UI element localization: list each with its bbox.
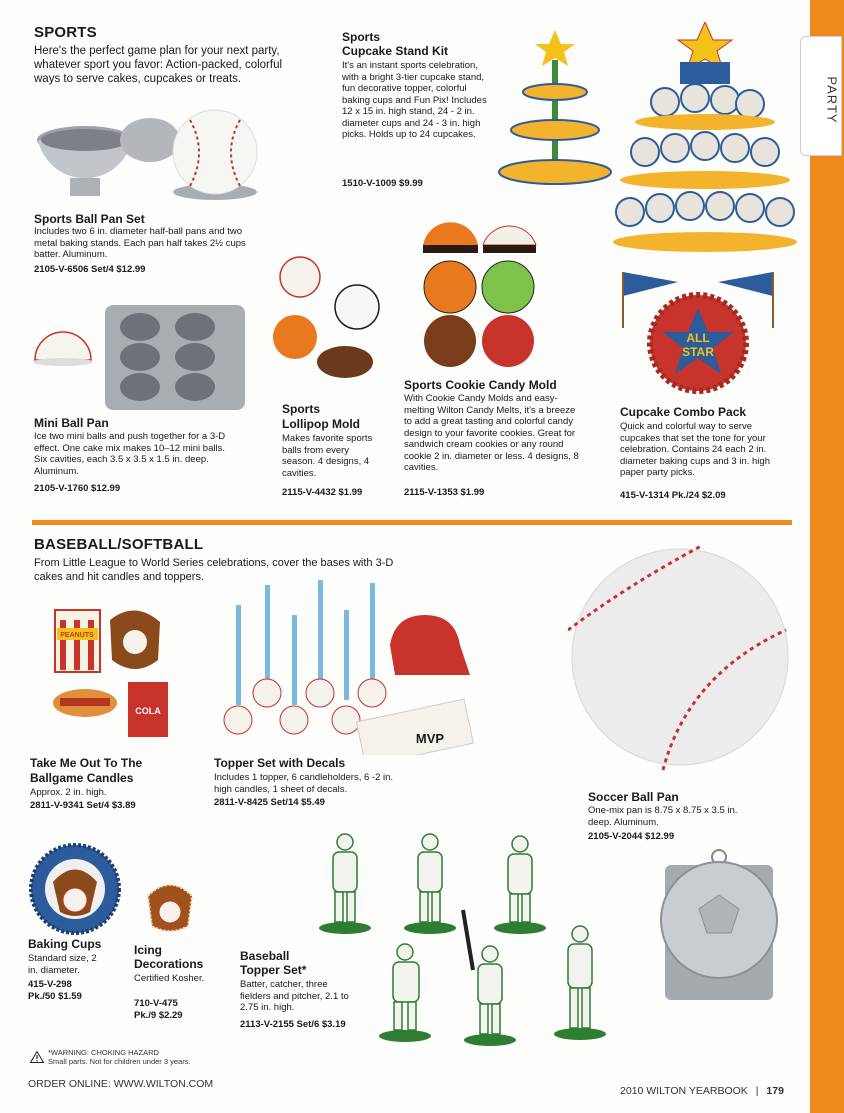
mini-ball-pan-title: Mini Ball Pan xyxy=(34,416,109,430)
baking-cups-image xyxy=(28,842,123,937)
candles-image xyxy=(50,600,200,745)
baseball-topper-title-1: Baseball xyxy=(240,949,290,963)
soccer-pan-sku: 2105-V-2044 $12.99 xyxy=(588,831,675,842)
combo-pack-desc: Quick and colorful way to serve cupcakes that set the tone for your celebration. Contains 24 each 2 in. diameter baking cups and 3 in. high paper party picks. xyxy=(620,421,770,478)
footer-page-info: 2010 WILTON YEARBOOK | 179 xyxy=(620,1085,784,1097)
section-tab-label: PARTY xyxy=(824,76,840,124)
cupcake-stand-desc: It's an instant sports celebration, with a bright 3-tier cupcake stand, fun decorative topper, colorful baking cups and Fun Pix! Includes 12 x 15 in. high stand, 24 - 2 in. diameter cups and 24 - 3 in. high picks. Holds up to 24 cupcakes. xyxy=(342,60,487,140)
topper-decals-sku: 2811-V-8425 Set/14 $5.49 xyxy=(214,797,325,808)
combo-pack-sku: 415-V-1314 Pk./24 $2.09 xyxy=(620,490,726,501)
baseball-heading: BASEBALL/SOFTBALL xyxy=(34,536,204,553)
candles-sku: 2811-V-9341 Set/4 $3.89 xyxy=(30,800,136,811)
lollipop-mold-title-2: Lollipop Mold xyxy=(282,417,360,431)
icing-title-1: Icing xyxy=(134,943,163,957)
cupcake-stand-title-1: Sports xyxy=(342,30,381,44)
baseball-topper-title-2: Topper Set* xyxy=(240,963,307,977)
mvp-decal: MVP xyxy=(415,731,445,746)
candles-title-1: Take Me Out To The xyxy=(30,756,143,770)
icing-sku-1: 710-V-475 xyxy=(134,998,178,1009)
warning-triangle-icon xyxy=(30,1051,44,1063)
soccer-pan-title: Soccer Ball Pan xyxy=(588,790,679,804)
all-star-text-1: ALL xyxy=(686,331,710,345)
warning-line-1: *WARNING: CHOKING HAZARD xyxy=(48,1048,159,1057)
footer-order-online[interactable]: ORDER ONLINE: WWW.WILTON.COM xyxy=(28,1078,214,1090)
topper-decals-image xyxy=(220,575,480,755)
cookie-mold-desc: With Cookie Candy Molds and easy-melting Wilton Candy Melts, it's a breeze to add a great tasting and colorful candy design to your favorite cookies. Great for sandwich cream cookies or any round cookie 2 in. diameter or less. 4 designs, 8 cavities. xyxy=(404,393,579,473)
icing-desc: Certified Kosher. xyxy=(134,973,205,984)
lollipop-mold-title-1: Sports xyxy=(282,402,321,416)
page-number: 179 xyxy=(766,1085,784,1097)
baking-cups-sku-2: Pk./50 $1.59 xyxy=(28,991,82,1002)
baking-cups-desc: Standard size, 2 in. diameter. xyxy=(28,953,97,976)
icing-title-2: Decorations xyxy=(134,957,204,971)
cookie-mold-title: Sports Cookie Candy Mold xyxy=(404,378,557,392)
sports-intro: Here's the perfect game plan for your next party, whatever sport you favor: Action-packed, colorful ways to serve cakes, cupcakes or treats. xyxy=(34,45,283,85)
baseball-cake-image xyxy=(568,545,793,775)
all-star-text-2: STAR xyxy=(682,345,714,359)
baseball-topper-sku: 2113-V-2155 Set/6 $3.19 xyxy=(240,1019,346,1030)
sports-heading: SPORTS xyxy=(34,24,97,41)
cupcake-stand-sku: 1510-V-1009 $9.99 xyxy=(342,178,423,189)
ball-pan-set-title: Sports Ball Pan Set xyxy=(34,212,145,226)
peanuts-label: PEANUTS xyxy=(60,632,94,639)
mini-ball-pan-sku: 2105-V-1760 $12.99 xyxy=(34,483,121,494)
mini-ball-pan-image xyxy=(30,305,250,415)
baseball-intro: From Little League to World Series celebrations, cover the bases with 3-D cakes and hit candles and toppers. xyxy=(34,557,394,583)
section-divider xyxy=(32,520,792,525)
lollipop-mold-image xyxy=(265,255,390,390)
topper-decals-title: Topper Set with Decals xyxy=(214,756,346,770)
candles-desc: Approx. 2 in. high. xyxy=(30,787,107,798)
cupcake-stand-image xyxy=(495,30,615,195)
footer-yearbook: 2010 WILTON YEARBOOK xyxy=(620,1085,748,1097)
icing-decorations-image xyxy=(140,876,200,936)
combo-pack-image xyxy=(618,268,778,398)
ball-pan-set-image xyxy=(30,100,260,210)
cupcake-stand-title-2: Cupcake Stand Kit xyxy=(342,44,449,58)
baking-cups-sku-1: 415-V-298 xyxy=(28,979,72,990)
soccer-pan-desc: One-mix pan is 8.75 x 8.75 x 3.5 in. deep. Aluminum. xyxy=(588,805,738,828)
mini-ball-pan-desc: Ice two mini balls and push together for a 3-D effect. One cake mix makes 10–12 mini balls. Six cavities, each 3.5 x 3.5 x 1.5 in. deep. Aluminum. xyxy=(34,431,226,477)
ball-pan-set-desc: Includes two 6 in. diameter half-ball pans and two metal baking stands. Each pan half takes 2½ cups batter. Aluminum. xyxy=(34,226,246,260)
cookie-mold-sku: 2115-V-1353 $1.99 xyxy=(404,487,485,498)
warning-line-2: Small parts. Not for children under 3 years. xyxy=(48,1057,191,1066)
cola-label: COLA xyxy=(135,706,161,716)
ball-pan-set-sku: 2105-V-6506 Set/4 $12.99 xyxy=(34,264,146,275)
lollipop-mold-sku: 2115-V-4432 $1.99 xyxy=(282,487,363,498)
choking-warning xyxy=(30,1048,191,1066)
lollipop-mold-desc: Makes favorite sports balls from every season. 4 designs, 4 cavities. xyxy=(282,433,373,479)
baking-cups-title: Baking Cups xyxy=(28,937,102,951)
cookie-mold-image xyxy=(418,215,538,370)
cupcake-tower-image xyxy=(610,22,800,262)
soccer-pan-image xyxy=(655,845,785,1005)
candles-title-2: Ballgame Candles xyxy=(30,771,134,785)
baseball-topper-desc: Batter, catcher, three fielders and pitcher, 2.1 to 2.75 in. high. xyxy=(240,979,349,1013)
baseball-figures-image xyxy=(295,830,635,1060)
icing-sku-2: Pk./9 $2.29 xyxy=(134,1010,183,1021)
topper-decals-desc: Includes 1 topper, 6 candleholders, 6 -2 in. high candles, 1 sheet of decals. xyxy=(214,772,394,795)
side-orange-bar xyxy=(810,0,844,1113)
combo-pack-title: Cupcake Combo Pack xyxy=(620,405,747,419)
